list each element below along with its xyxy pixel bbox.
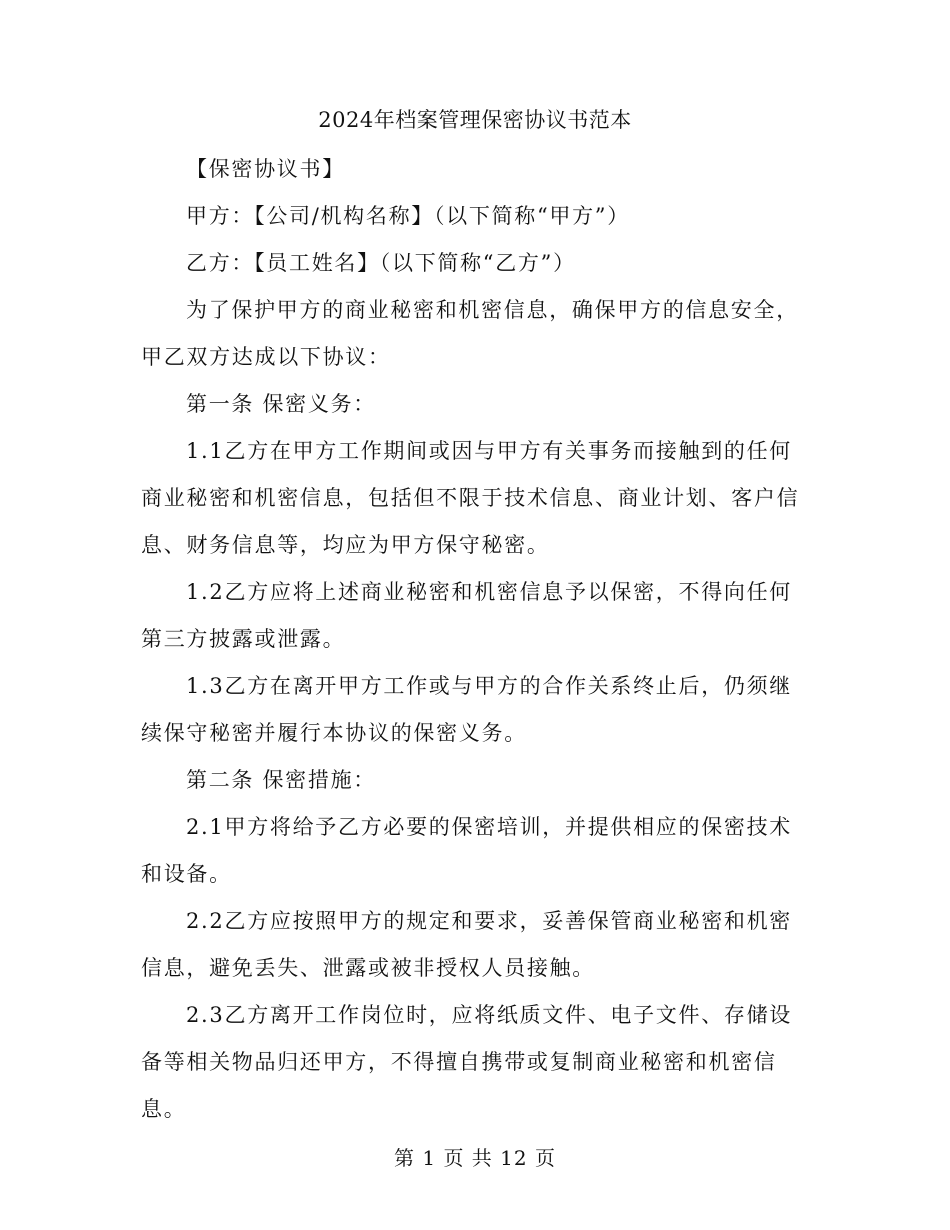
section-heading-agreement: 【保密协议书】	[186, 157, 345, 181]
party-a-line: 甲方：【公司/机构名称】（以下简称“甲方”）	[186, 204, 630, 228]
document-title: 2024年档案管理保密协议书范本	[318, 108, 632, 132]
article-1-heading: 第一条 保密义务：	[186, 392, 376, 416]
clause-1-1: 1.1乙方在甲方工作期间或因与甲方有关事务而接触到的任何商业秘密和机密信息，包括但不限于技术信息、商业计划、客户信息、财务信息等，均应为甲方保守秘密。	[141, 439, 800, 557]
document-body	[141, 146, 811, 1133]
clause-2-2: 2.2乙方应按照甲方的规定和要求，妥善保管商业秘密和机密信息，避免丢失、泄露或被非授权人员接触。	[141, 909, 792, 980]
clause-2-1: 2.1甲方将给予乙方必要的保密培训，并提供相应的保密技术和设备。	[141, 815, 792, 886]
article-2-heading: 第二条 保密措施：	[186, 768, 376, 792]
page-number-footer: 第 1 页 共 12 页	[394, 1146, 556, 1170]
clause-2-3: 2.3乙方离开工作岗位时，应将纸质文件、电子文件、存储设备等相关物品归还甲方，不得擅自携带或复制商业秘密和机密信息。	[141, 1003, 792, 1121]
clause-1-2: 1.2乙方应将上述商业秘密和机密信息予以保密，不得向任何第三方披露或泄露。	[141, 580, 792, 651]
party-b-line: 乙方：【员工姓名】（以下简称“乙方”）	[186, 251, 576, 275]
clause-1-3: 1.3乙方在离开甲方工作或与甲方的合作关系终止后，仍须继续保守秘密并履行本协议的保密义务。	[141, 674, 792, 745]
preamble-paragraph: 为了保护甲方的商业秘密和机密信息，确保甲方的信息安全，甲乙双方达成以下协议：	[141, 298, 799, 369]
